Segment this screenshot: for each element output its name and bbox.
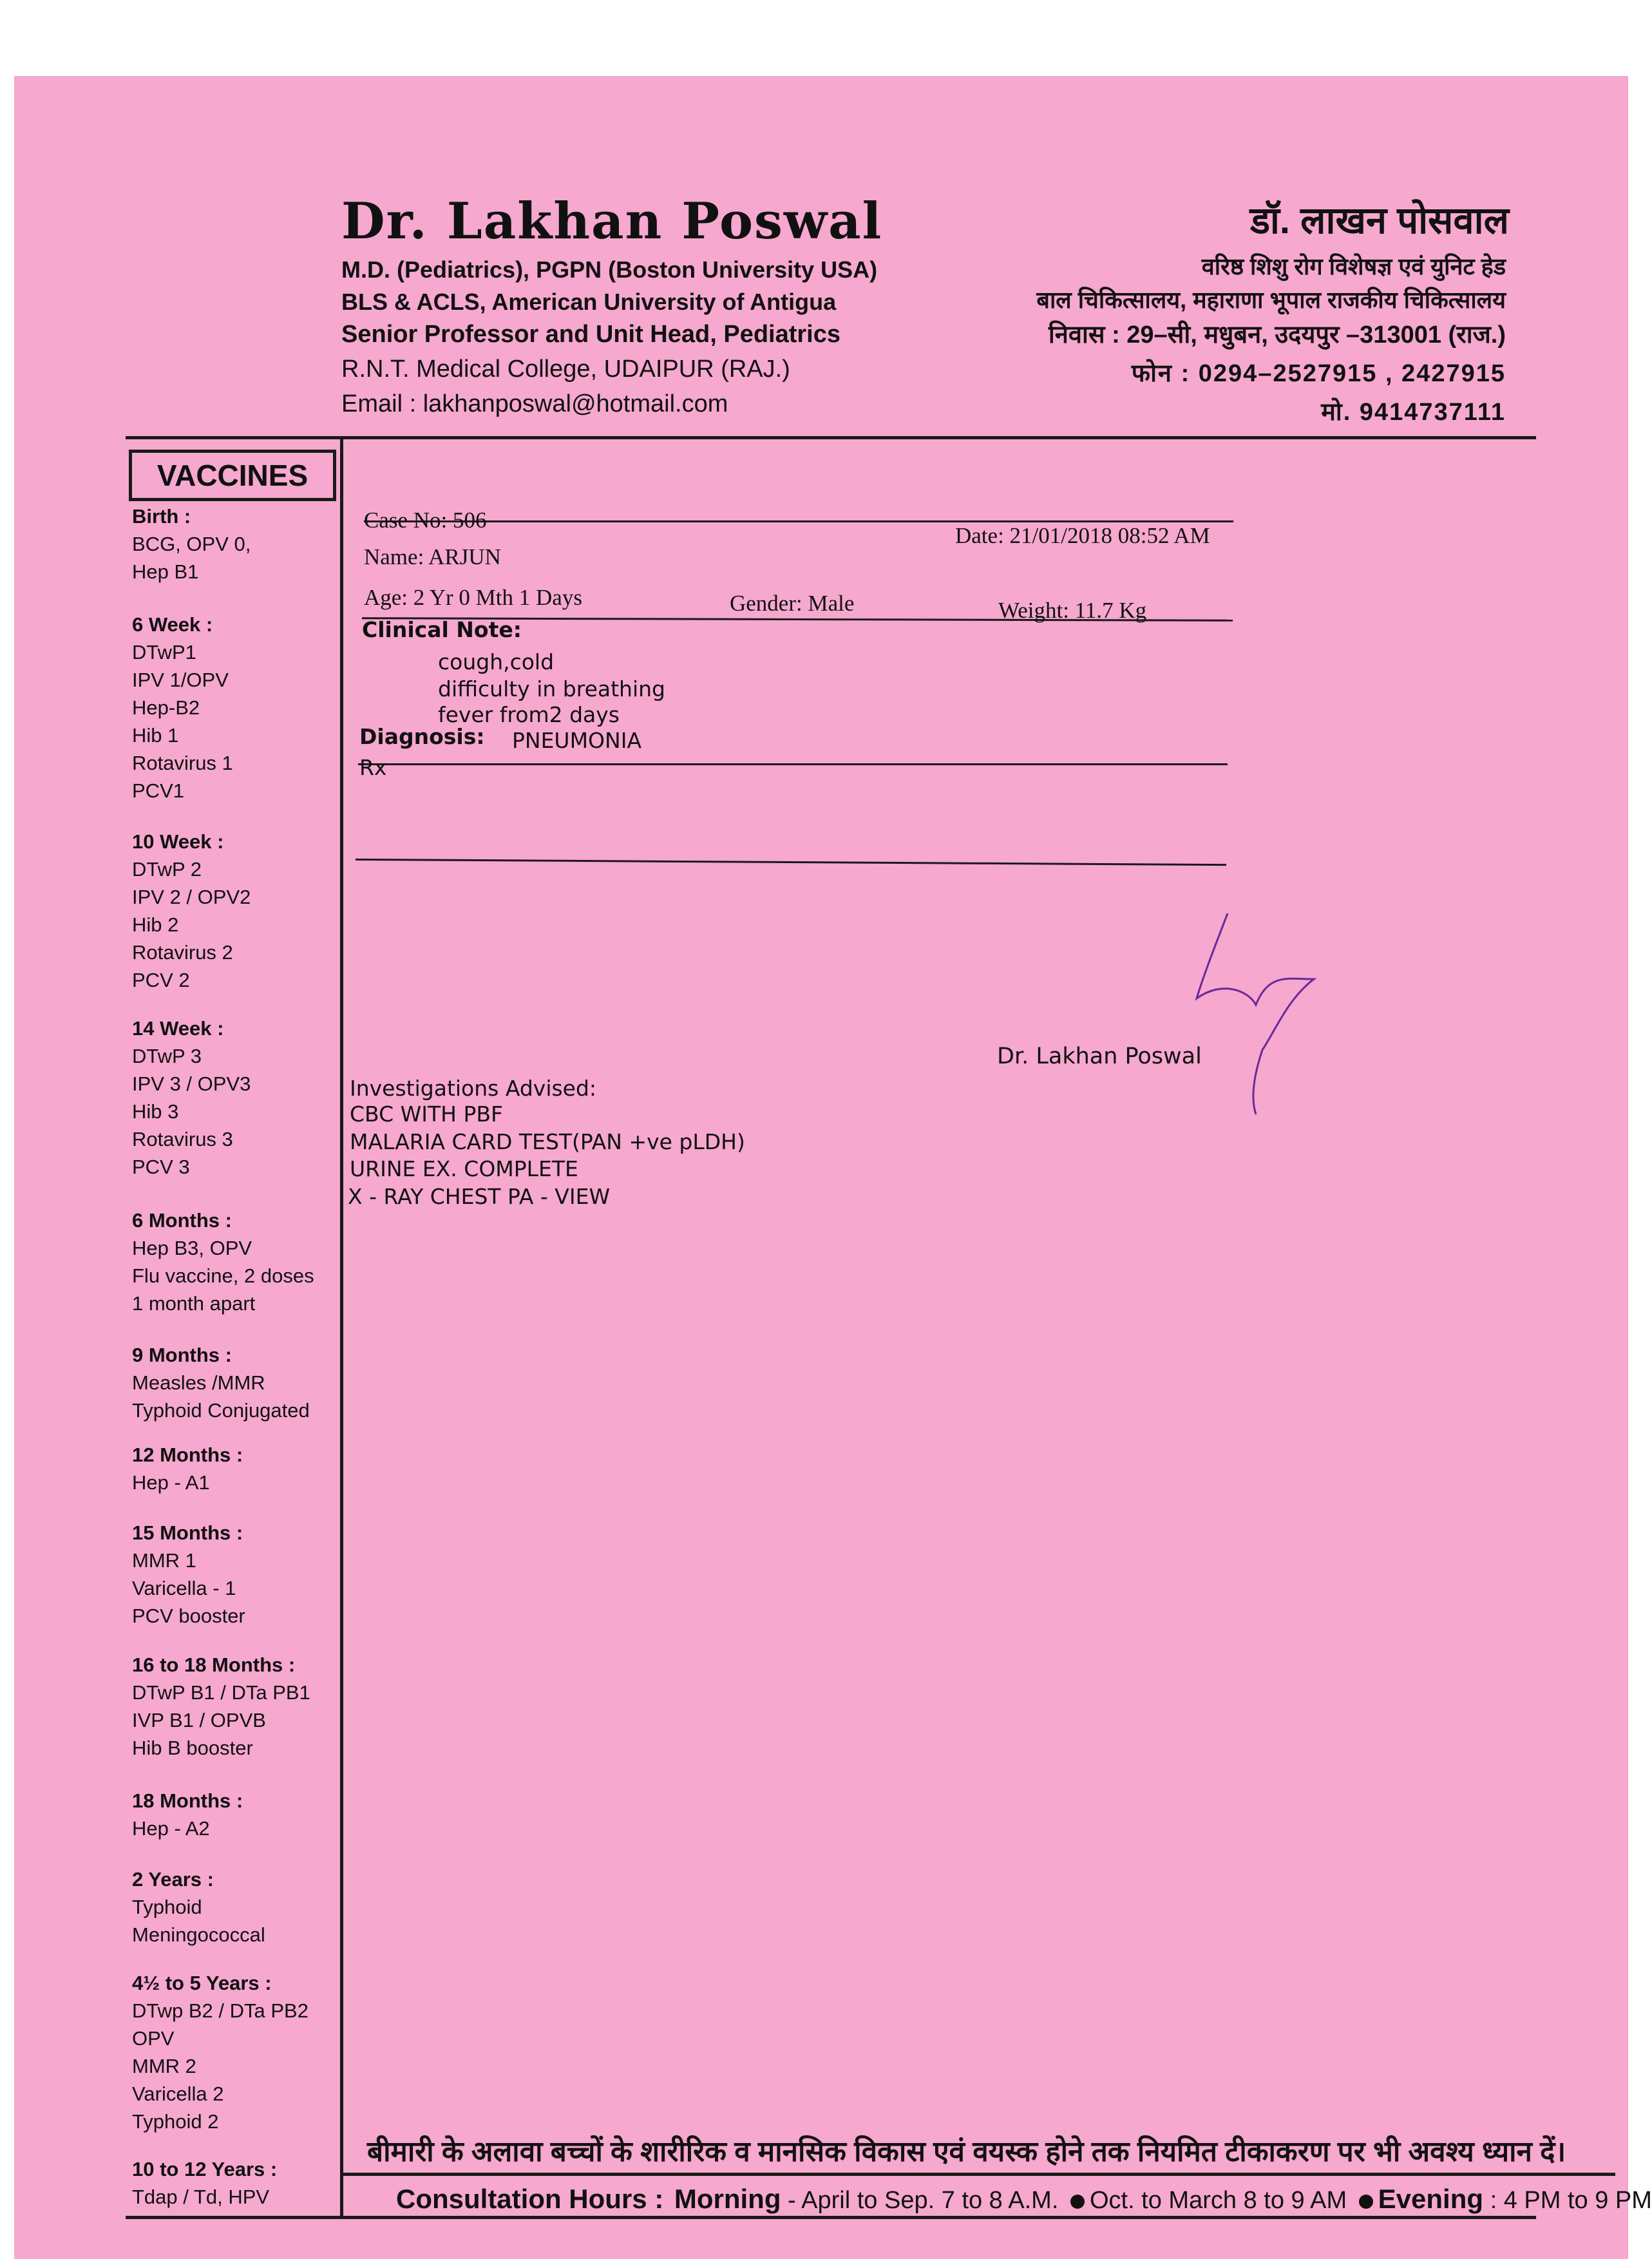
vaccine-group-title: 6 Months : (132, 1209, 232, 1232)
case-date: Date: 21/01/2018 08:52 AM (955, 523, 1210, 548)
vaccine-group (132, 1969, 309, 2135)
patient-gender: Gender: Male (730, 591, 855, 616)
vaccine-group (132, 1441, 243, 1496)
oct-hours: Oct. to March 8 to 9 AM (1089, 2187, 1347, 2214)
header-divider (126, 436, 1536, 439)
vaccine-group-title: 9 Months : (132, 1344, 232, 1366)
qualification-line-2: BLS & ACLS, American University of Antigua (341, 289, 837, 315)
vaccine-item: DTwP1 (132, 641, 196, 663)
vaccine-group-title: 6 Week : (132, 613, 213, 636)
investigations-label: Investigations Advised: (350, 1076, 597, 1101)
patient-weight: Weight: 11.7 Kg (998, 598, 1147, 623)
vaccine-item: DTwp B2 / DTa PB2 (132, 1999, 309, 2022)
diagnosis-value: PNEUMONIA (512, 728, 642, 753)
consult-label: Consultation Hours : (396, 2184, 664, 2214)
vaccine-group (132, 1865, 265, 1949)
vaccine-group-title: 10 to 12 Years : (132, 2158, 278, 2180)
vaccine-item: Hep B3, OPV (132, 1237, 252, 1259)
evening-hours: : 4 PM to 9 PM (1483, 2187, 1652, 2214)
vaccine-item: Hib 2 (132, 913, 179, 936)
vaccine-item: Hib 1 (132, 724, 179, 747)
sidebar-divider (340, 438, 343, 2216)
vaccine-group (132, 502, 251, 586)
bullet-icon (1359, 2195, 1373, 2209)
footer-divider (340, 2173, 1615, 2176)
hindi-address: निवास : 29–सी, मधुबन, उदयपुर –313001 (राज.) (1048, 321, 1506, 348)
vaccine-group-title: 12 Months : (132, 1444, 243, 1466)
vaccine-item: Tdap / Td, HPV (132, 2186, 270, 2208)
vaccine-group (132, 2155, 277, 2211)
diagnosis-label: Diagnosis: (359, 724, 485, 749)
vaccine-item: MMR 2 (132, 2055, 196, 2077)
vaccine-group (132, 828, 251, 994)
signatory-name: Dr. Lakhan Poswal (997, 1044, 1202, 1069)
vaccine-item: Hep - A2 (132, 1817, 210, 1840)
vaccine-item: IPV 2 / OPV2 (132, 886, 251, 908)
vaccine-item: OPV (132, 2027, 175, 2050)
vaccine-item: Hep B1 (132, 560, 199, 583)
vaccine-item: PCV 2 (132, 969, 190, 991)
vaccine-item: Measles /MMR (132, 1371, 265, 1394)
hindi-phone: फोन : 0294–2527915 , 2427915 (1131, 360, 1506, 387)
hindi-mobile: मो. 9414737111 (1321, 399, 1506, 426)
bullet-icon (1070, 2195, 1085, 2209)
investigation-item-2: MALARIA CARD TEST(PAN +ve pLDH) (350, 1129, 745, 1154)
doctor-name-hindi: डॉ. लाखन पोसवाल (1249, 200, 1509, 242)
diagnosis-line (358, 763, 1228, 765)
consultation-hours (396, 2184, 1652, 2215)
vaccine-group (132, 1341, 310, 1424)
vaccines-heading: VACCINES (129, 450, 336, 501)
vaccine-group-title: Birth : (132, 505, 191, 528)
vaccine-group-title: 18 Months : (132, 1789, 243, 1812)
morning-label: Morning (674, 2184, 781, 2214)
vaccine-group-title: 2 Years : (132, 1868, 214, 1891)
vaccine-item: Hib B booster (132, 1737, 253, 1759)
vaccine-item: Typhoid (132, 1896, 202, 1918)
vaccine-item: DTwP 3 (132, 1045, 202, 1067)
vaccine-group-title: 4½ to 5 Years : (132, 1972, 272, 1994)
vaccine-item: Typhoid Conjugated (132, 1399, 310, 1422)
clinical-note-3: fever from2 days (438, 702, 620, 727)
qualification-line-1: M.D. (Pediatrics), PGPN (Boston University USA) (341, 256, 878, 283)
hindi-line-2: बाल चिकित्सालय, महाराणा भूपाल राजकीय चिकित्सालय (1036, 287, 1506, 313)
vaccine-item: PCV 3 (132, 1156, 190, 1178)
vaccine-group (132, 1015, 251, 1181)
vaccine-item: DTwP 2 (132, 858, 202, 881)
vaccine-item: Typhoid 2 (132, 2110, 219, 2133)
vaccine-group-title: 14 Week : (132, 1017, 224, 1040)
vaccine-item: Hep - A1 (132, 1471, 210, 1494)
vaccine-item: IVP B1 / OPVB (132, 1709, 266, 1731)
investigation-item-3: URINE EX. COMPLETE (350, 1156, 578, 1181)
clinical-note-1: cough,cold (438, 649, 555, 674)
hindi-line-1: वरिष्ठ शिशु रोग विशेषज्ञ एवं युनिट हेड (1201, 253, 1506, 280)
vaccine-group-title: 15 Months : (132, 1521, 243, 1544)
investigation-item-4: X - RAY CHEST PA - VIEW (348, 1184, 611, 1209)
vaccine-item: 1 month apart (132, 1292, 256, 1315)
vaccine-item: IPV 3 / OPV3 (132, 1072, 251, 1095)
footer-hindi-note: बीमारी के अलावा बच्चों के शारीरिक व मानसिक विकास एवं वयस्क होने तक नियमित टीकाकरण पर भी अवश्य ध्यान दें। (367, 2136, 1566, 2168)
vaccine-item: Meningococcal (132, 1923, 265, 1946)
doctor-name: Dr. Lakhan Poswal (341, 192, 883, 251)
vaccine-group (132, 1519, 245, 1630)
case-number: Case No: 506 (364, 508, 487, 533)
vaccine-group (132, 1787, 243, 1842)
vaccine-item: Rotavirus 3 (132, 1128, 233, 1150)
clinical-note-label: Clinical Note: (362, 617, 522, 642)
vaccine-item: Varicella - 1 (132, 1577, 236, 1599)
vaccine-item: Rotavirus 2 (132, 941, 233, 964)
vaccine-group-title: 16 to 18 Months : (132, 1654, 296, 1676)
patient-age: Age: 2 Yr 0 Mth 1 Days (364, 585, 582, 610)
clinical-note-2: difficulty in breathing (438, 676, 665, 701)
rx-label: Rx (359, 755, 387, 780)
vaccine-group (132, 1206, 314, 1317)
evening-label: Evening (1378, 2184, 1484, 2214)
vaccine-item: Hep-B2 (132, 696, 200, 719)
vaccine-group (132, 611, 233, 805)
vaccine-item: DTwP B1 / DTa PB1 (132, 1681, 310, 1704)
investigation-item-1: CBC WITH PBF (350, 1101, 503, 1127)
vaccine-item: PCV1 (132, 779, 184, 802)
vaccine-item: MMR 1 (132, 1549, 196, 1572)
vaccine-item: IPV 1/OPV (132, 669, 229, 691)
signature-image (1185, 902, 1327, 1121)
vaccine-item: BCG, OPV 0, (132, 533, 251, 555)
vaccine-item: Hib 3 (132, 1100, 179, 1123)
case-top-line (364, 520, 1233, 522)
vaccine-group-title: 10 Week : (132, 830, 224, 853)
qualification-line-3: Senior Professor and Unit Head, Pediatrics (341, 321, 840, 348)
bottom-border (126, 2216, 1536, 2219)
vaccine-item: Varicella 2 (132, 2083, 224, 2105)
vaccine-item: Rotavirus 1 (132, 752, 233, 774)
qualification-line-4: R.N.T. Medical College, UDAIPUR (RAJ.) (341, 356, 790, 383)
vaccine-item: Flu vaccine, 2 doses (132, 1264, 314, 1287)
patient-name: Name: ARJUN (364, 544, 501, 569)
vaccine-item: PCV booster (132, 1605, 245, 1627)
morning-hours: - April to Sep. 7 to 8 A.M. (781, 2187, 1059, 2214)
email-line: Email : lakhanposwal@hotmail.com (341, 390, 728, 417)
vaccine-group (132, 1651, 310, 1762)
